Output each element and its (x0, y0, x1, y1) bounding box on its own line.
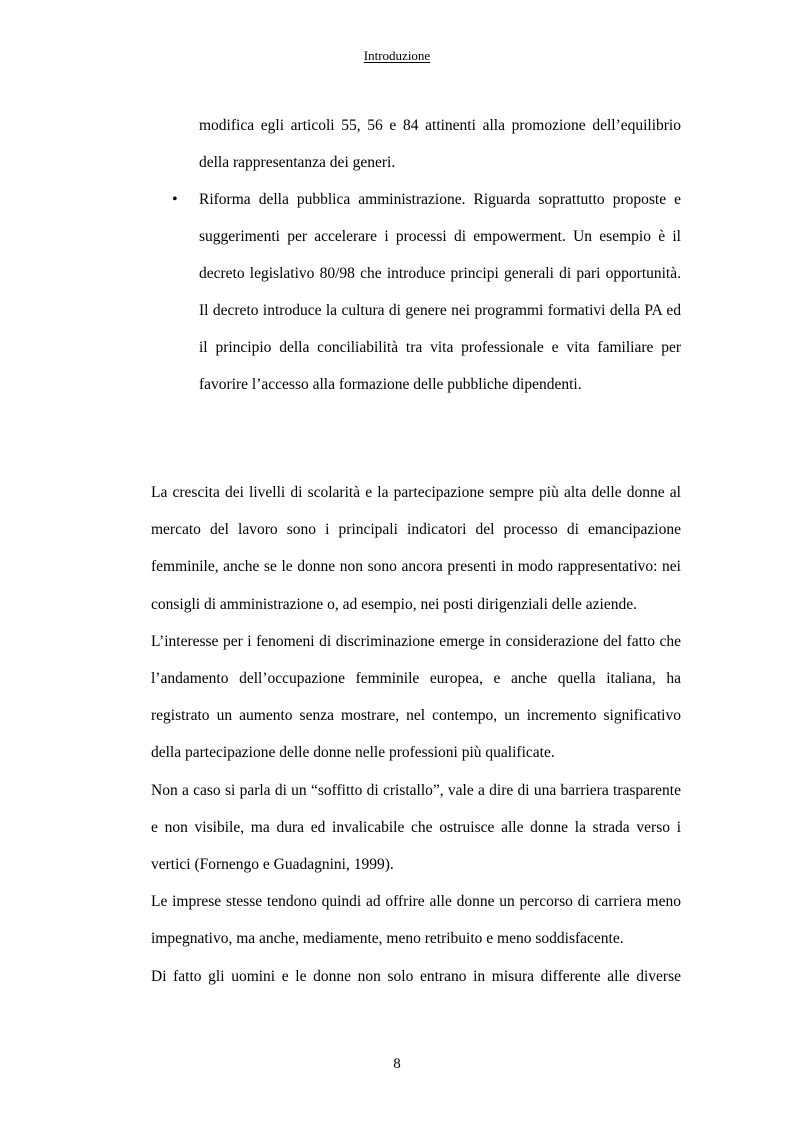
bullet-icon: • (172, 191, 178, 208)
paragraph: Le imprese stesse tendono quindi ad offrire alle donne un percorso di carriera meno impegnativo, ma anche, mediamente, meno retribuito e meno soddisfacente. (151, 893, 681, 948)
header-title: Introduzione (363, 48, 431, 63)
paragraph: Non a caso si parla di un “soffitto di cristallo”, vale a dire di una barriera trasparente e non visibile, ma dura ed invalicabile che ostruisce alle donne la strada verso i vertici (Fornengo e Guadagnini, 1999). (151, 781, 681, 874)
body-text (151, 474, 681, 995)
paragraph: Di fatto gli uomini e le donne non solo entrano in misura differente alle diverse (151, 967, 681, 985)
list-item (172, 181, 681, 403)
list-item-continuation: modifica egli articoli 55, 56 e 84 attinenti alla promozione dell’equilibrio della rappresentanza dei generi. (199, 117, 681, 171)
list-item-text: Riforma della pubblica amministrazione. Riguarda soprattutto proposte e suggerimenti per accelerare i processi di empowerment. Un esempio è il decreto legislativo 80/98 che introduce principi generali di pari opportunità. Il decreto introduce la cultura di genere nei programmi formativi della PA ed il principio della conciliabilità tra vita professionale e vita familiare per favorire l’accesso alla formazione delle pubbliche dipendenti. (199, 191, 681, 393)
paragraph: L’interesse per i fenomeni di discriminazione emerge in considerazione del fatto che l’andamento dell’occupazione femminile europea, e anche quella italiana, ha registrato un aumento senza mostrare, nel contempo, un incremento significativo della partecipazione delle donne nelle professioni più qualificate. (151, 632, 681, 762)
page-header (0, 48, 794, 64)
page-number: 8 (393, 1056, 401, 1072)
paragraph: La crescita dei livelli di scolarità e la partecipazione sempre più alta delle donne al mercato del lavoro sono i principali indicatori del processo di emancipazione femminile, anche se le donne non sono ancora presenti in modo rappresentativo: nei consigli di amministrazione o, ad esempio, nei posti dirigenziali delle aziende. (151, 484, 681, 613)
